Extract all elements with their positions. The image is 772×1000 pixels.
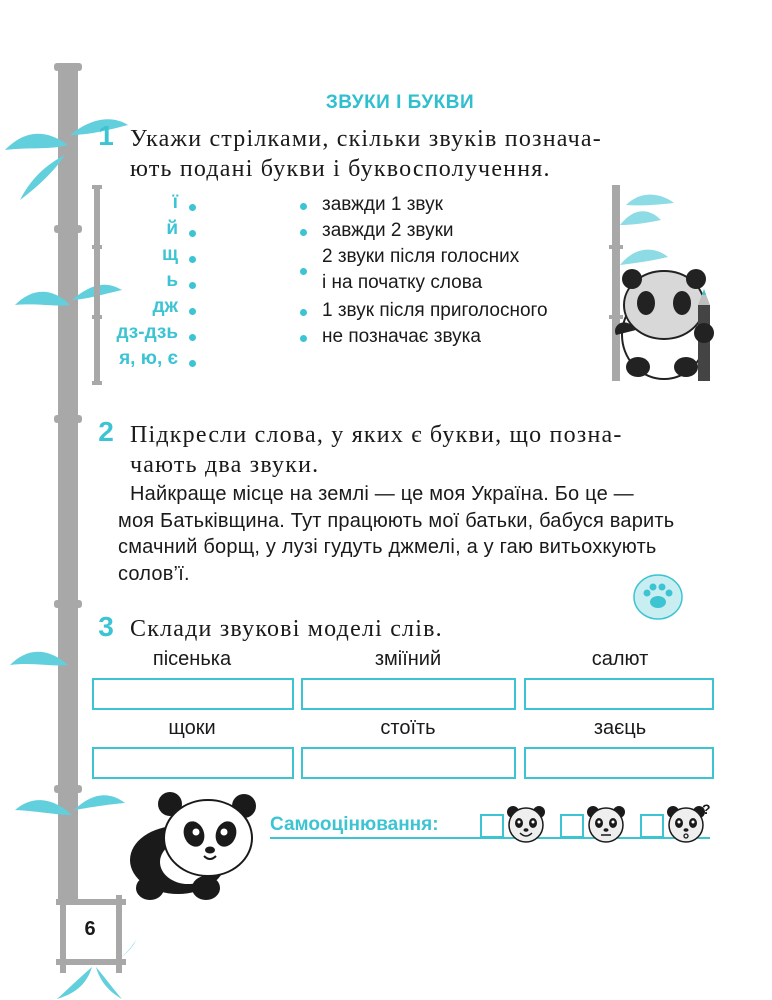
- sound-model-box[interactable]: [301, 747, 516, 779]
- task-2-number: 2: [98, 416, 114, 447]
- sound-model-box[interactable]: [524, 747, 714, 779]
- sound-model-box[interactable]: [524, 678, 714, 710]
- option-item: завжди 2 звуки: [322, 220, 454, 241]
- word-label: зміїний: [374, 648, 442, 670]
- sound-model-box[interactable]: [92, 747, 294, 779]
- letter-dot[interactable]: [189, 282, 196, 289]
- self-assessment-label: Самооцінювання:: [270, 814, 439, 835]
- option-item: і на початку слова: [322, 272, 483, 293]
- word-label: заєць: [593, 717, 647, 739]
- self-assessment-checkbox[interactable]: [480, 814, 504, 838]
- option-dot[interactable]: [300, 268, 307, 275]
- letter-item: й: [166, 218, 178, 239]
- letter-dot[interactable]: [189, 204, 196, 211]
- word-label: щоки: [168, 717, 216, 739]
- option-item: не позначає звука: [322, 326, 481, 347]
- page-number: 6: [84, 918, 96, 940]
- task-1-number: 1: [98, 120, 114, 151]
- sound-model-box[interactable]: [301, 678, 516, 710]
- paragraph-line: смачний борщ, у лузі гудуть джмелі, а у гаю витьохкують: [118, 536, 657, 558]
- paragraph-line: солов’ї.: [118, 562, 190, 585]
- option-item: завжди 1 звук: [322, 194, 443, 215]
- option-dot[interactable]: [300, 309, 307, 316]
- options-column: [298, 192, 608, 362]
- task-1-instruction-line-1: Укажи стрілками, скільки звуків познача-: [130, 126, 602, 152]
- self-assessment-checkbox[interactable]: [560, 814, 584, 838]
- letter-item: дз-дзь: [116, 322, 178, 343]
- task-2-paragraph: [118, 481, 730, 587]
- letter-dot[interactable]: [189, 360, 196, 367]
- letter-item: ь: [166, 270, 178, 291]
- confused-panda-icon: [664, 802, 714, 844]
- option-dot[interactable]: [300, 203, 307, 210]
- letter-item: щ: [161, 244, 178, 265]
- letter-dot[interactable]: [189, 256, 196, 263]
- self-assessment: [270, 800, 720, 850]
- option-dot[interactable]: [300, 229, 307, 236]
- neutral-panda-icon: [584, 804, 628, 844]
- paragraph-line: моя Батьківщина. Тут працюють мої батьки, бабуся варить: [118, 509, 675, 532]
- panda-illustration: [128, 790, 263, 900]
- paw-print-icon: [632, 573, 684, 621]
- word-label: пісенька: [152, 648, 232, 670]
- sound-model-box[interactable]: [92, 678, 294, 710]
- option-dot[interactable]: [300, 335, 307, 342]
- letter-dot[interactable]: [189, 308, 196, 315]
- letter-dot[interactable]: [189, 230, 196, 237]
- letter-item: я, ю, є: [119, 348, 178, 369]
- letter-dot[interactable]: [189, 334, 196, 341]
- svg-text:?: ?: [702, 802, 711, 817]
- word-label: стоїть: [380, 717, 436, 739]
- option-item: 2 звуки після голосних: [322, 246, 520, 267]
- happy-panda-icon: [504, 804, 548, 844]
- task-2-instruction-line-1: Підкресли слова, у яких є букви, що позна-: [130, 422, 623, 448]
- task-1-instruction-line-2: ють подані букви і буквосполучення.: [130, 156, 551, 182]
- letter-item: ї: [172, 192, 178, 213]
- letters-column: [60, 192, 200, 382]
- task-3-number: 3: [98, 611, 114, 642]
- task-3-instruction: Склади звукові моделі слів.: [130, 616, 443, 642]
- self-assessment-checkbox[interactable]: [640, 814, 664, 838]
- task-2-instruction-line-2: чають два звуки.: [130, 452, 320, 478]
- word-label: салют: [591, 648, 649, 670]
- page-number-frame: [52, 895, 136, 1000]
- letter-item: дж: [152, 296, 178, 317]
- panda-with-pencil-illustration: [606, 185, 726, 385]
- section-title: ЗВУКИ І БУКВИ: [325, 92, 475, 113]
- option-item: 1 звук після приголосного: [322, 300, 548, 321]
- paragraph-line: Найкраще місце на землі — це моя Україна. Бо це —: [130, 483, 634, 505]
